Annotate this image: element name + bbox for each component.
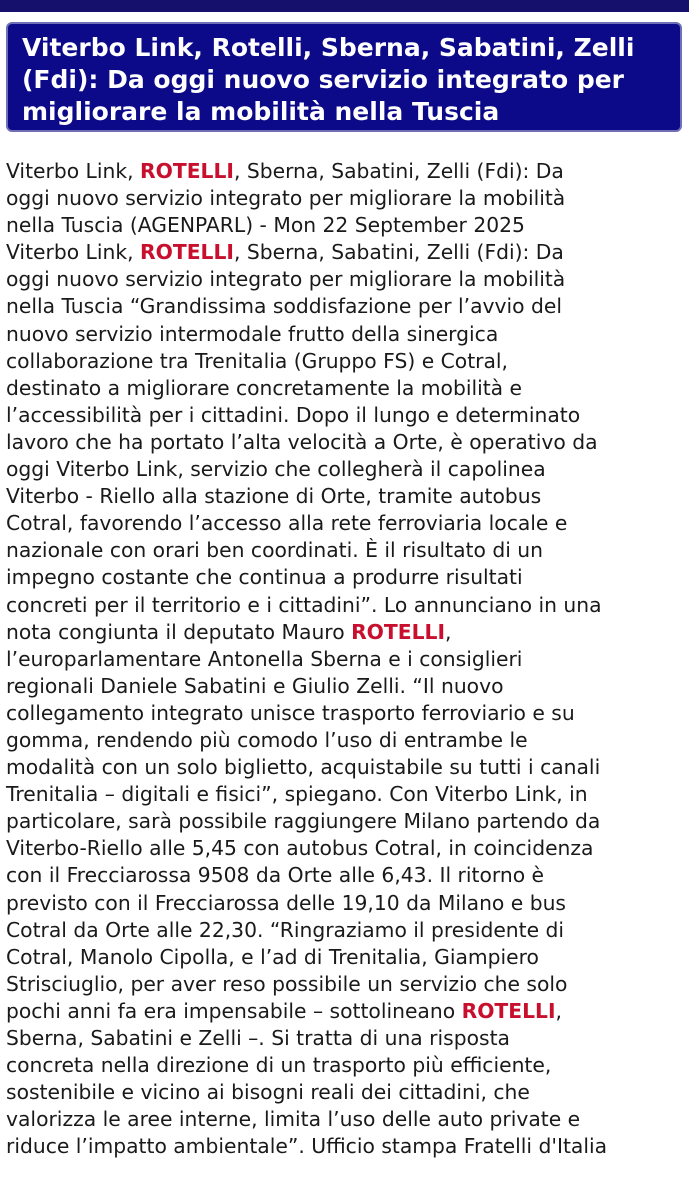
article-line: modalità con un solo biglietto, acquistabile su tutti i canali (6, 755, 601, 780)
article-line: impegno costante che continua a produrre risultati (6, 565, 523, 590)
highlight-keyword: ROTELLI (461, 998, 556, 1023)
article-line: Cotral, Manolo Cipolla, e l’ad di Trenitalia, Giampiero (6, 944, 539, 969)
article-line: concreti per il territorio e i cittadini”. Lo annunciano in una (6, 592, 602, 617)
article-line: concreta nella direzione di un trasporto più efficiente, (6, 1053, 552, 1078)
article-line: nazionale con orari ben coordinati. È il risultato di un (6, 538, 543, 563)
article-line: collegamento integrato unisce trasporto ferroviario e su (6, 700, 575, 725)
article-line: lavoro che ha portato l’alta velocità a Orte, è operativo da (6, 429, 598, 454)
highlight-keyword: ROTELLI (351, 619, 446, 644)
article-line: con il Frecciarossa 9508 da Orte alle 6,43. Il ritorno è (6, 863, 545, 888)
article-line (6, 239, 686, 266)
article-line: nella Tuscia (AGENPARL) - Mon 22 September 2025 (6, 213, 525, 238)
text-run: , Sberna, Sabatini, Zelli (Fdi): Da (233, 159, 564, 183)
article-line: l’europarlamentare Antonella Sberna e i consiglieri (6, 646, 523, 671)
article-line: collaborazione tra Trenitalia (Gruppo FS) e Cotral, (6, 348, 508, 373)
highlight-keyword: ROTELLI (140, 240, 234, 265)
text-run: , (445, 619, 452, 644)
article-line (6, 998, 686, 1025)
article-line: destinato a migliorare concretamente la mobilità e (6, 375, 523, 400)
article-line: particolare, sarà possibile raggiungere Milano partendo da (6, 809, 601, 834)
article-line: Viterbo-Riello alle 5,45 con autobus Cotral, in coincidenza (6, 836, 594, 861)
text-run: Viterbo Link, (6, 240, 140, 265)
article-line: Viterbo - Riello alla stazione di Orte, tramite autobus (6, 484, 542, 509)
article-line: Trenitalia – digitali e fisici”, spiegano. Con Viterbo Link, in (6, 782, 588, 807)
text-run: nota congiunta il deputato Mauro (6, 619, 352, 644)
article-line: nuovo servizio intermodale frutto della sinergica (6, 321, 499, 346)
article-line: sostenibile e vicino ai bisogni reali dei cittadini, che (6, 1080, 530, 1105)
article-line: nella Tuscia “Grandissima soddisfazione per l’avvio del (6, 294, 562, 319)
article-line: oggi nuovo servizio integrato per migliorare la mobilità (6, 186, 566, 211)
article-title-box (6, 22, 682, 132)
article-line: previsto con il Frecciarossa delle 19,10 da Milano e bus (6, 890, 566, 915)
text-run: pochi anni fa era impensabile – sottolineano (6, 998, 462, 1023)
article-title-line: migliorare la mobilità nella Tuscia (22, 97, 500, 126)
article-line: Cotral, favorendo l’accesso alla rete ferroviaria locale e (6, 511, 568, 536)
article-line (6, 619, 686, 646)
highlight-keyword: ROTELLI (140, 159, 234, 183)
article-line: oggi nuovo servizio integrato per migliorare la mobilità (6, 267, 566, 292)
article-body (6, 158, 686, 1160)
article-line: valorizza le aree interne, limita l’uso delle auto private e (6, 1107, 581, 1132)
article-line: riduce l’impatto ambientale”. Ufficio stampa Fratelli d'Italia (6, 1134, 608, 1159)
article-title-line: (Fdi): Da oggi nuovo servizio integrato per (22, 65, 625, 94)
article-line: oggi Viterbo Link, servizio che collegherà il capolinea (6, 457, 546, 482)
article-line: Sberna, Sabatini e Zelli –. Si tratta di una risposta (6, 1026, 510, 1050)
text-run: , Sberna, Sabatini, Zelli (Fdi): Da (233, 240, 564, 265)
article-line: Cotral da Orte alle 22,30. “Ringraziamo il presidente di (6, 917, 565, 942)
article-line: Strisciuglio, per aver reso possibile un servizio che solo (6, 971, 568, 996)
article-title-line: Viterbo Link, Rotelli, Sberna, Sabatini, Zelli (22, 33, 635, 62)
article-line: l’accessibilità per i cittadini. Dopo il lungo e determinato (6, 402, 581, 427)
article-line: regionali Daniele Sabatini e Giulio Zelli. “Il nuovo (6, 673, 504, 698)
article-line: gomma, rendendo più comodo l’uso di entrambe le (6, 727, 528, 752)
text-run: Viterbo Link, (6, 159, 140, 183)
text-run: , (555, 998, 562, 1023)
top-strip (0, 0, 689, 12)
article-line (6, 158, 686, 185)
